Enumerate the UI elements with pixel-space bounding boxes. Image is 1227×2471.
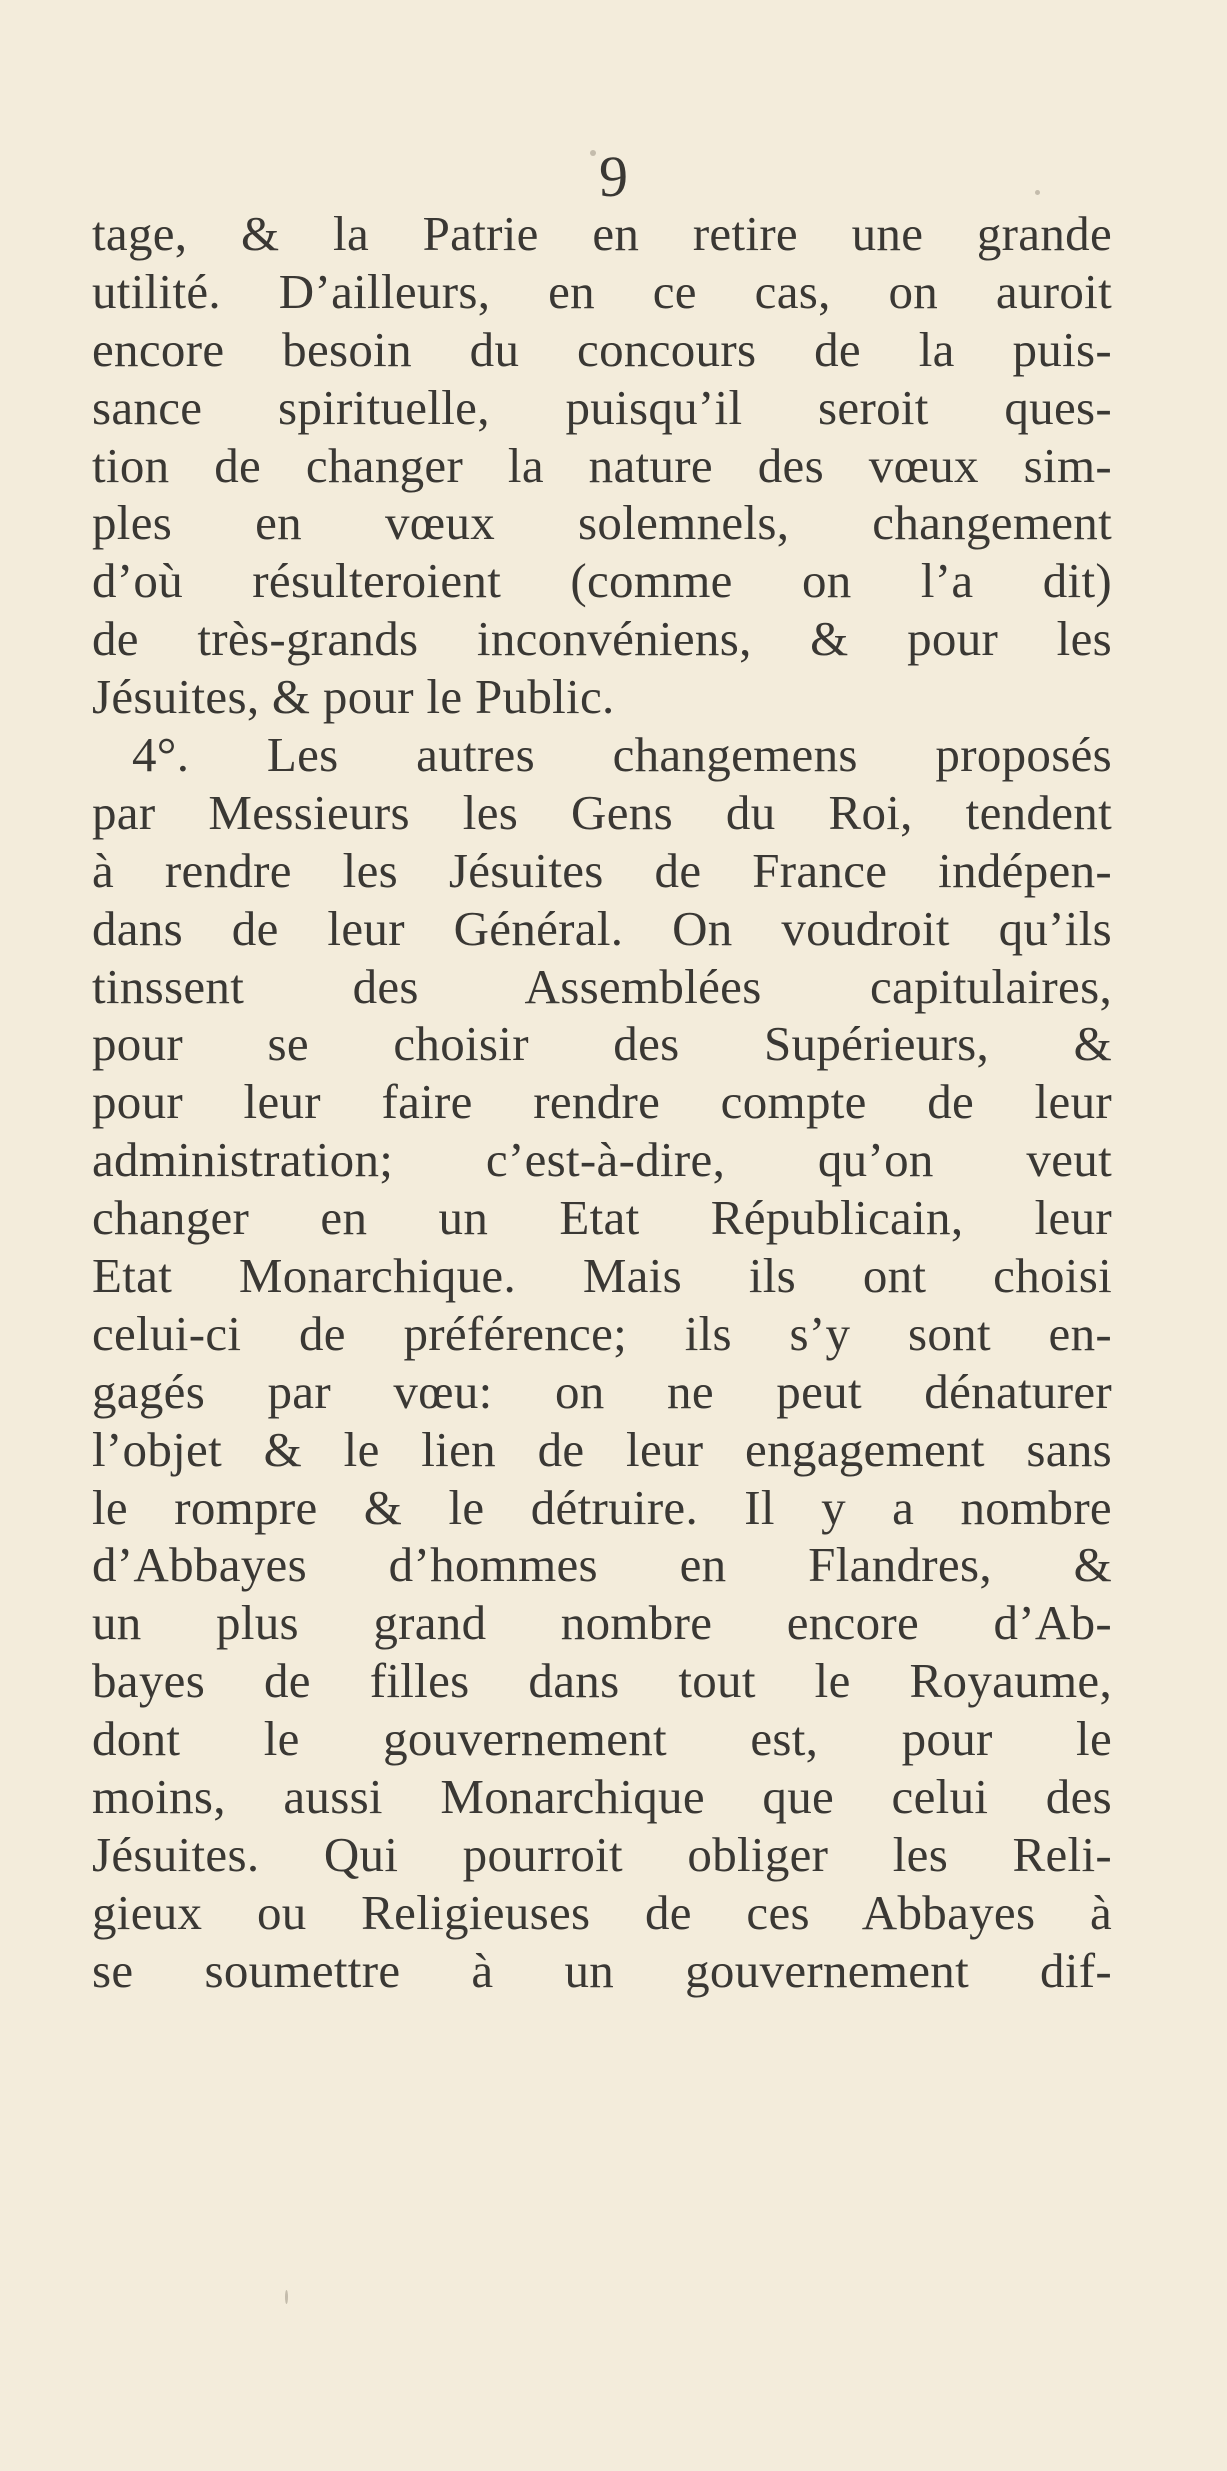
text-line: par Messieurs les Gens du Roi, tendent xyxy=(92,784,1112,840)
ink-speck xyxy=(285,2290,288,2304)
text-line: utilité. D’ailleurs, en ce cas, on auroit xyxy=(92,263,1112,319)
text-line: sance spirituelle, puisqu’il seroit ques- xyxy=(92,379,1112,435)
text-line: moins, aussi Monarchique que celui des xyxy=(92,1769,1112,1825)
text-line: Jésuites. Qui pourroit obliger les Reli- xyxy=(92,1826,1112,1882)
text-line: encore besoin du concours de la puis- xyxy=(92,321,1112,377)
text-line: Jésuites, & pour le Public. xyxy=(92,669,615,725)
text-line: de très-grands inconvéniens, & pour les xyxy=(92,611,1112,667)
text-line: celui-ci de préférence; ils s’y sont en- xyxy=(92,1305,1112,1361)
text-line: tion de changer la nature des vœux sim- xyxy=(92,437,1112,493)
body-text xyxy=(92,205,1112,2000)
text-line: un plus grand nombre encore d’Ab- xyxy=(92,1595,1112,1651)
text-line: le rompre & le détruire. Il y a nombre xyxy=(92,1479,1112,1535)
text-line: tinssent des Assemblées capitulaires, xyxy=(92,958,1112,1014)
text-line: administration; c’est-à-dire, qu’on veut xyxy=(92,1132,1112,1188)
text-line: pour se choisir des Supérieurs, & xyxy=(92,1016,1112,1072)
text-line: d’où résulteroient (comme on l’a dit) xyxy=(92,553,1112,609)
text-line: à rendre les Jésuites de France indépen- xyxy=(92,842,1112,898)
text-line: pour leur faire rendre compte de leur xyxy=(92,1074,1112,1130)
text-line: Etat Monarchique. Mais ils ont choisi xyxy=(92,1248,1112,1304)
text-line: dont le gouvernement est, pour le xyxy=(92,1711,1112,1767)
text-line: tage, & la Patrie en retire une grande xyxy=(92,206,1112,261)
paragraph-start-line: 4°. Les autres changemens proposés xyxy=(132,727,1112,783)
text-line: l’objet & le lien de leur engagement sans xyxy=(92,1421,1112,1477)
page-number: 9 xyxy=(599,144,628,209)
text-line: gagés par vœu: on ne peut dénaturer xyxy=(92,1363,1112,1419)
text-line: d’Abbayes d’hommes en Flandres, & xyxy=(92,1537,1112,1593)
text-line: gieux ou Religieuses de ces Abbayes à xyxy=(92,1884,1112,1940)
text-line: se soumettre à un gouvernement dif- xyxy=(92,1942,1112,1998)
text-line: ples en vœux solemnels, changement xyxy=(92,495,1112,551)
text-line: changer en un Etat Républicain, leur xyxy=(92,1190,1112,1246)
text-line: bayes de filles dans tout le Royaume, xyxy=(92,1653,1112,1709)
text-line: dans de leur Général. On voudroit qu’ils xyxy=(92,900,1112,956)
